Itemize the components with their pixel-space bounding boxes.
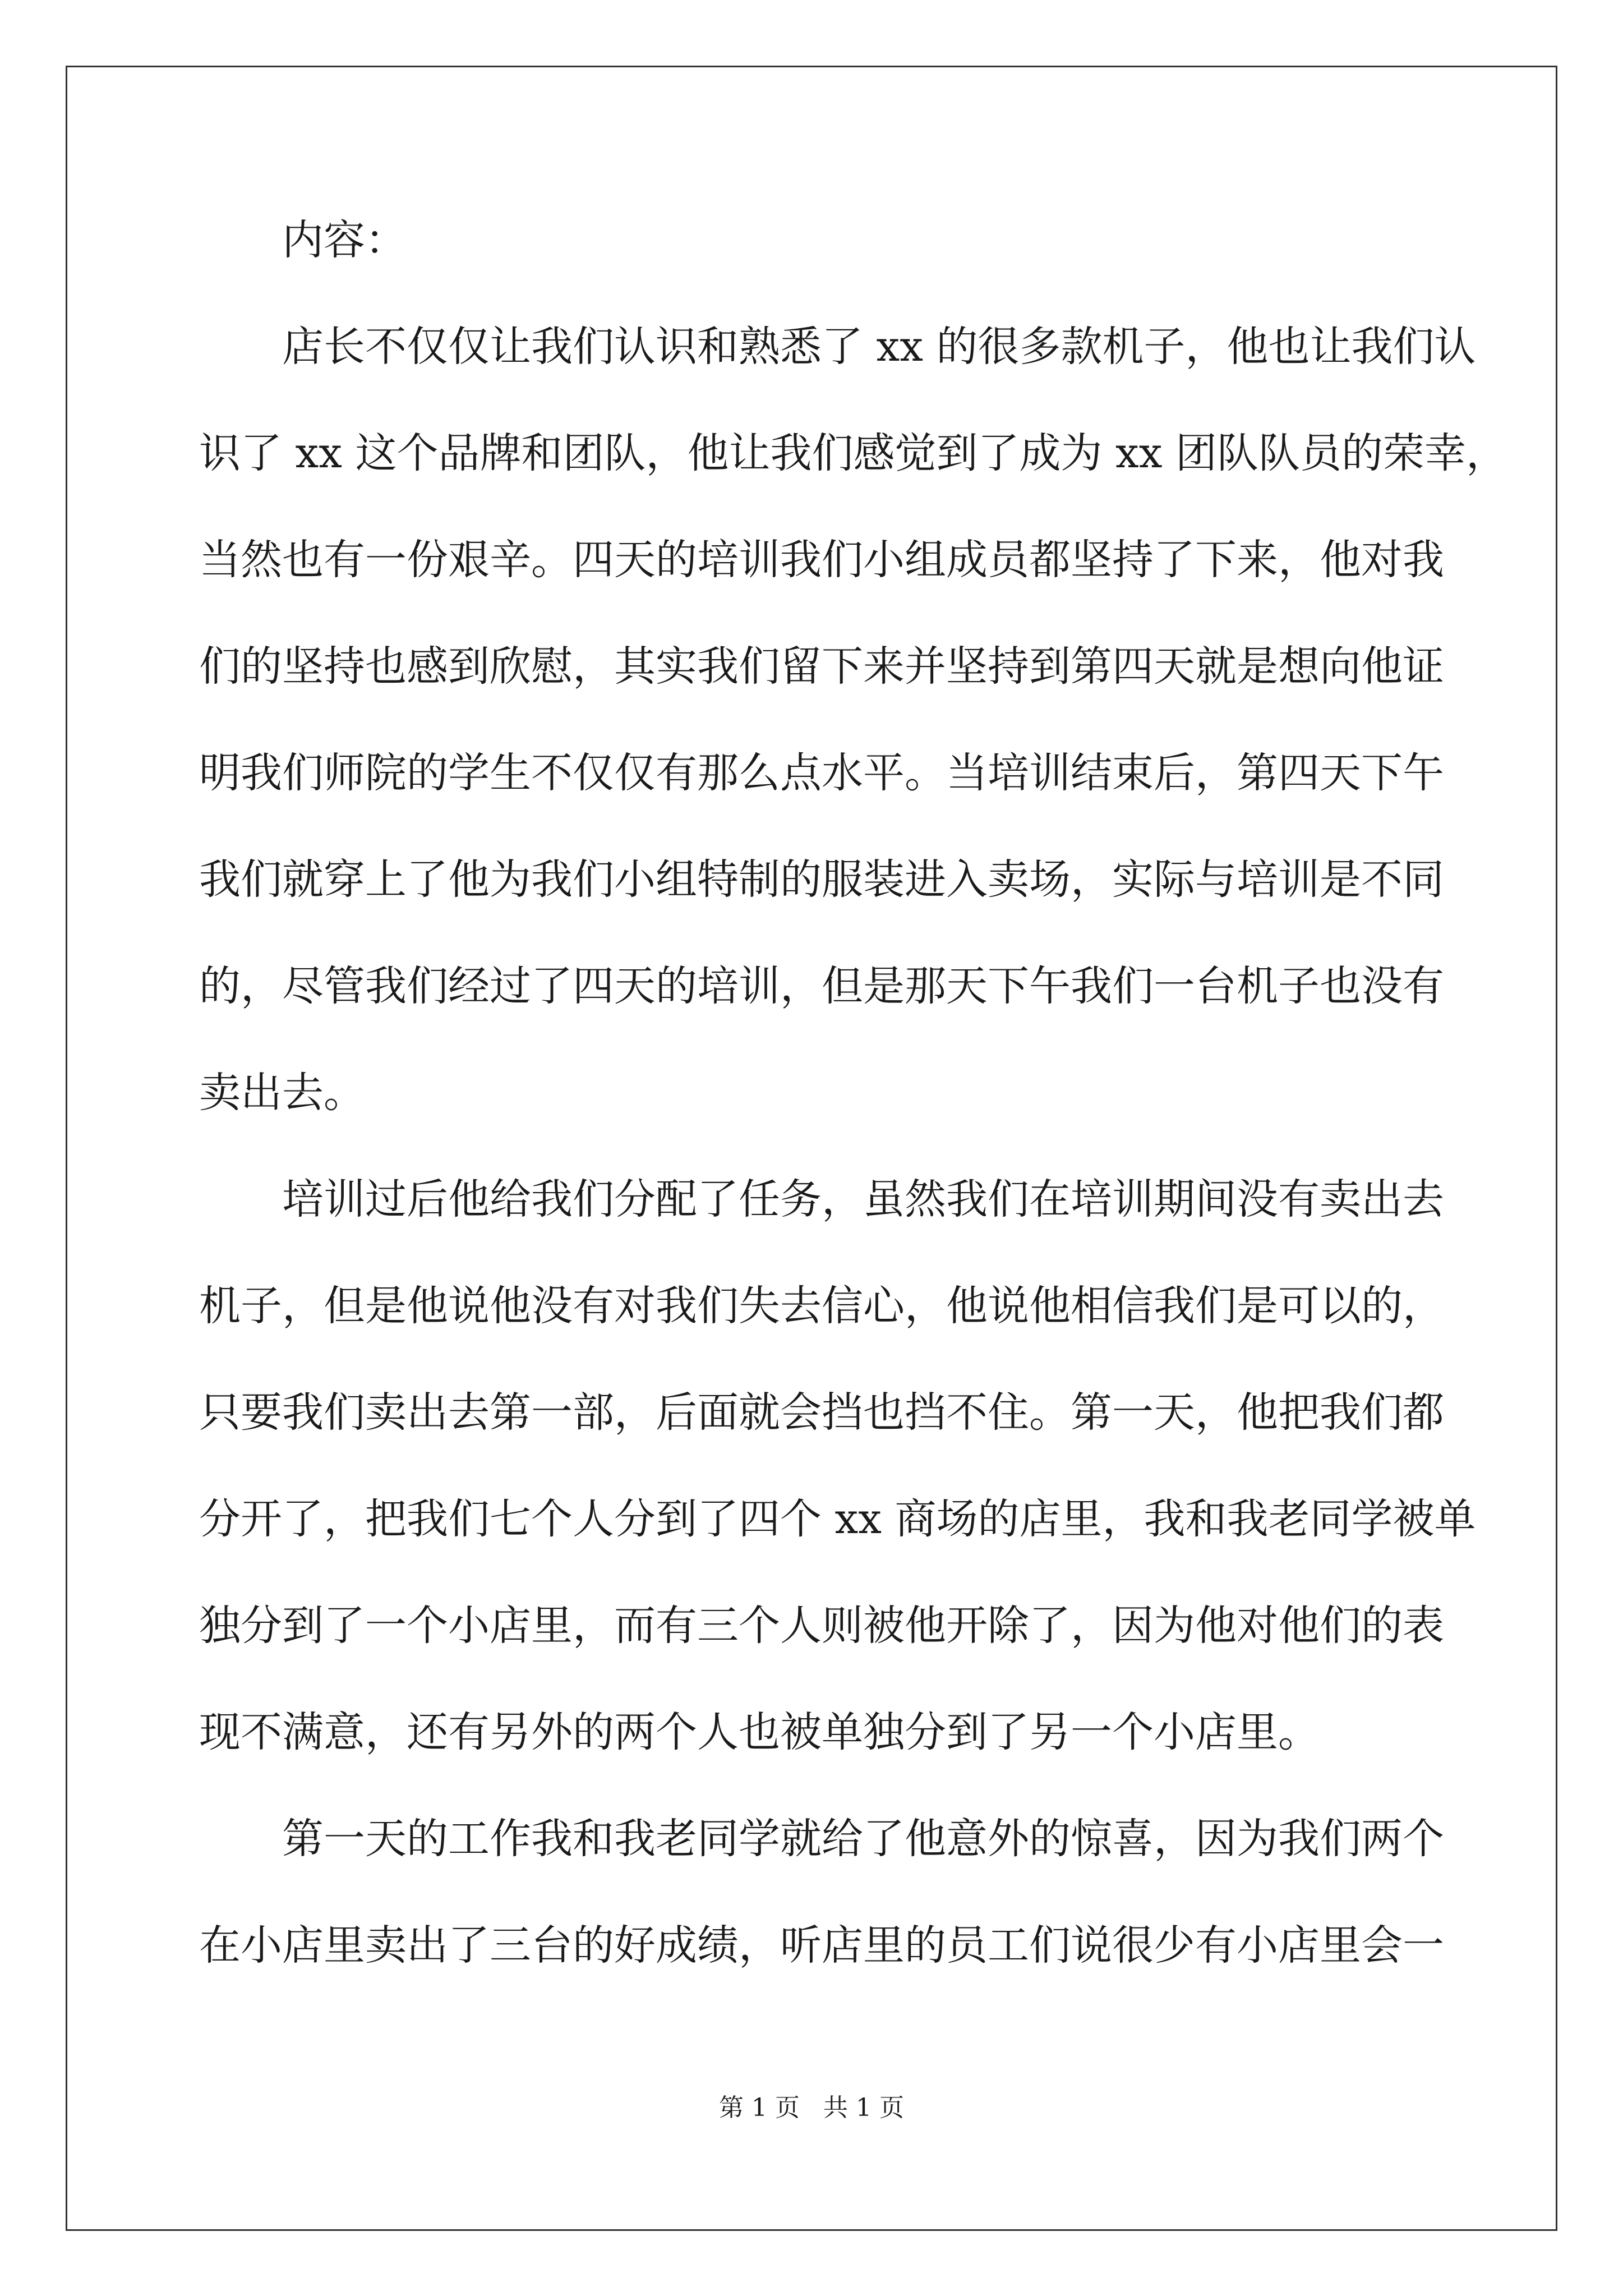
page-footer	[0, 2091, 1623, 2125]
paragraph-1-line-3: 当然也有一份艰辛。四天的培训我们小组成员都坚持了下来，他对我	[199, 536, 1444, 584]
paragraph-1-line-4: 们的坚持也感到欣慰，其实我们留下来并坚持到第四天就是想向他证	[199, 642, 1444, 691]
paragraph-2-line-2: 机子，但是他说他没有对我们失去信心，他说他相信我们是可以的，	[199, 1282, 1444, 1330]
paragraph-3-line-1: 第一天的工作我和我老同学就给了他意外的惊喜，因为我们两个	[282, 1815, 1444, 1863]
page-total: 共 1 页	[823, 2093, 904, 2122]
paragraph-1-line-5: 明我们师院的学生不仅仅有那么点水平。当培训结束后，第四天下午	[199, 749, 1444, 797]
paragraph-1-line-2: 识了 xx 这个品牌和团队，他让我们感觉到了成为 xx 团队队员的荣幸，	[199, 429, 1508, 477]
page-border	[66, 66, 1557, 2231]
paragraph-2-line-6: 现不满意，还有另外的两个人也被单独分到了另一个小店里。	[199, 1708, 1320, 1756]
paragraph-2-line-4: 分开了，把我们七个人分到了四个 xx 商场的店里，我和我老同学被单	[199, 1495, 1476, 1543]
paragraph-2-line-3: 只要我们卖出去第一部，后面就会挡也挡不住。第一天，他把我们都	[199, 1388, 1444, 1437]
paragraph-1-line-8: 卖出去。	[199, 1069, 365, 1117]
paragraph-1-line-7: 的，尽管我们经过了四天的培训，但是那天下午我们一台机子也没有	[199, 962, 1444, 1010]
paragraph-2-line-5: 独分到了一个小店里，而有三个人则被他开除了，因为他对他们的表	[199, 1602, 1444, 1650]
paragraph-2-line-1: 培训过后他给我们分配了任务，虽然我们在培训期间没有卖出去	[282, 1175, 1444, 1223]
paragraph-1-line-6: 我们就穿上了他为我们小组特制的服装进入卖场，实际与培训是不同	[199, 855, 1444, 904]
paragraph-1-line-1: 店长不仅仅让我们认识和熟悉了 xx 的很多款机子，他也让我们认	[282, 323, 1476, 371]
section-heading: 内容：	[282, 216, 407, 264]
paragraph-3-line-2: 在小店里卖出了三台的好成绩，听店里的员工们说很少有小店里会一	[199, 1921, 1444, 1970]
page-number: 第 1 页	[719, 2093, 800, 2122]
